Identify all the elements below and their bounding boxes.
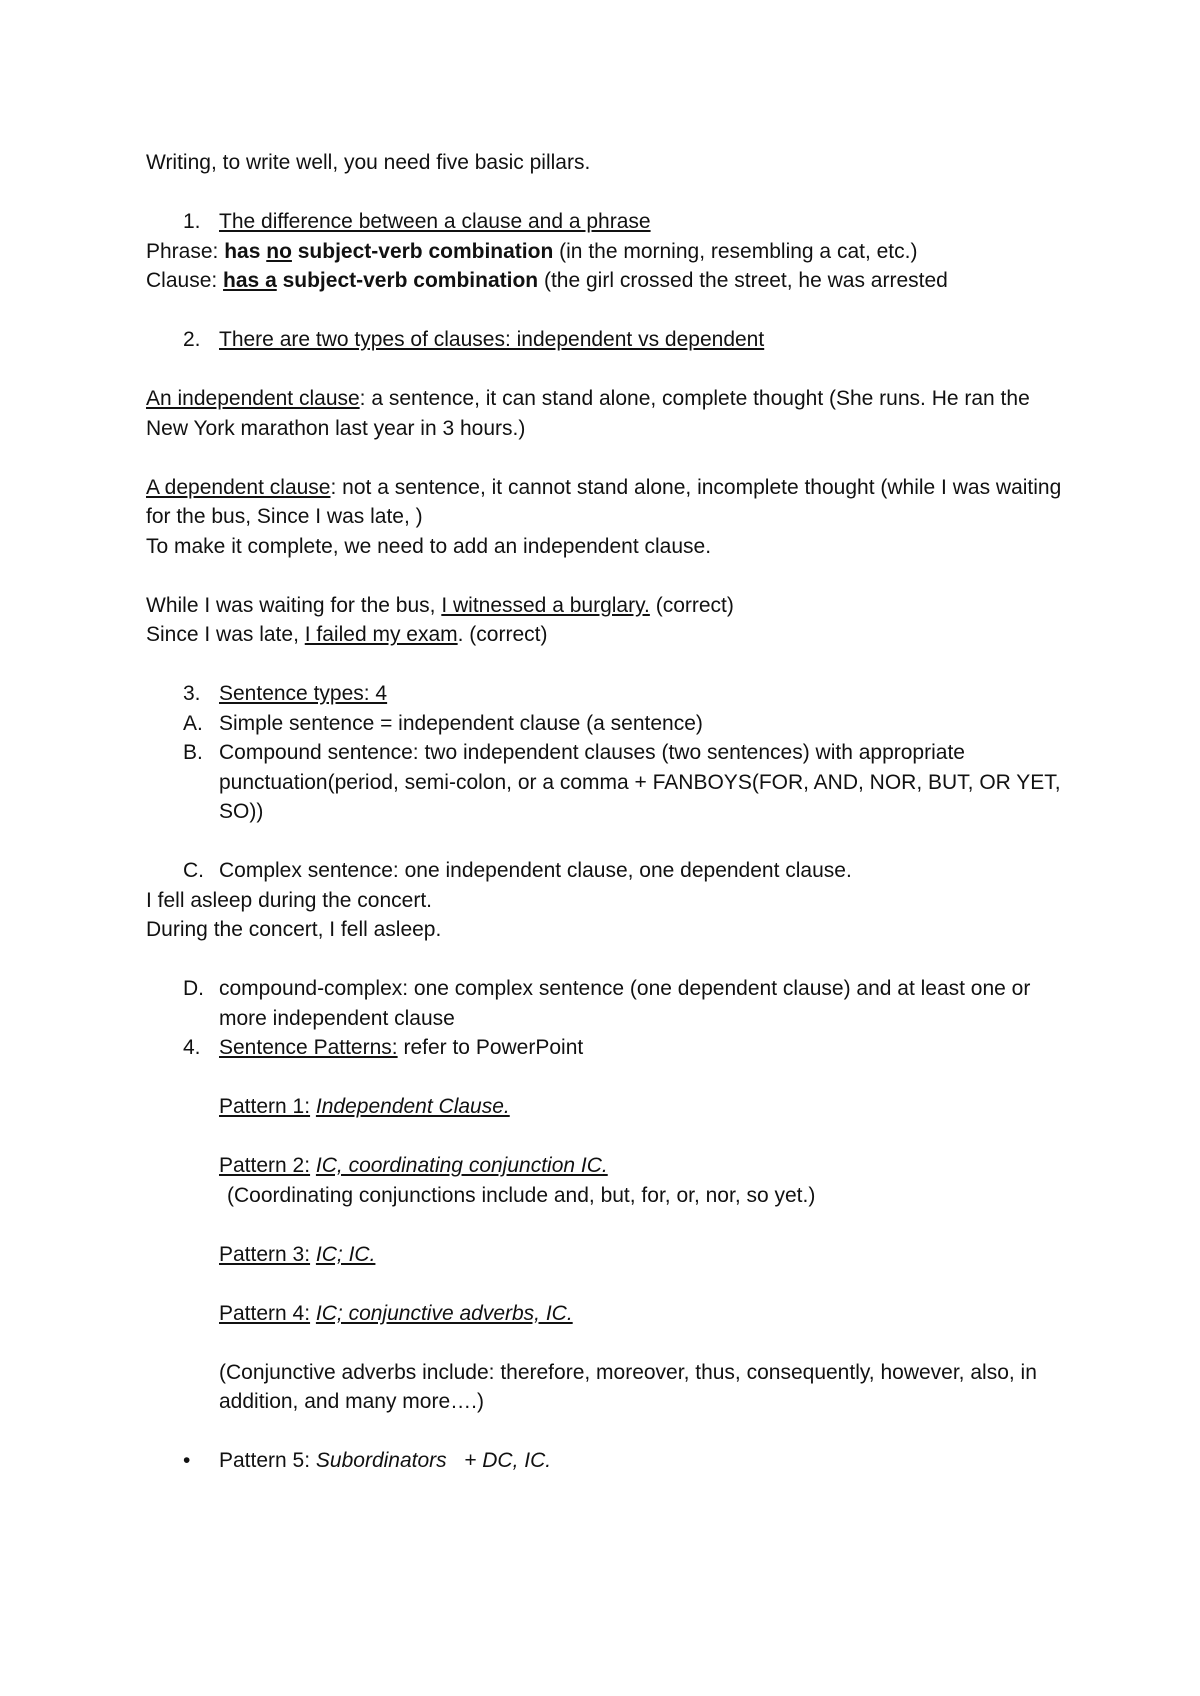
pattern-2: Pattern 2: IC, coordinating conjunction IC. bbox=[219, 1154, 608, 1177]
sentence-type-b: B. Compound sentence: two independent clauses (two sentences) with appropriate punctuation(period, semi-colon, or a comma + FANBOYS(FOR, AND, NOR, BUT, OR YET, SO)) bbox=[146, 738, 1066, 827]
example-line-2: Since I was late, I failed my exam. (correct) bbox=[146, 623, 548, 646]
list-number: 3. bbox=[183, 682, 201, 705]
section-3-heading bbox=[146, 679, 1066, 709]
dependent-clause-definition: A dependent clause: not a sentence, it cannot stand alone, incomplete thought (while I was waiting for the bus, Since I was late, ) bbox=[146, 475, 1062, 528]
pattern-4: Pattern 4: IC; conjunctive adverbs, IC. bbox=[219, 1301, 573, 1325]
pattern-5: • Pattern 5: Subordinators + DC, IC. bbox=[146, 1446, 1066, 1476]
example-line-1: While I was waiting for the bus, I witnessed a burglary. (correct) bbox=[146, 593, 734, 617]
pattern-2-note: (Coordinating conjunctions include and, but, for, or, nor, so yet.) bbox=[227, 1183, 816, 1207]
section-2-heading bbox=[146, 325, 1066, 355]
section-title: There are two types of clauses: independent vs dependent bbox=[219, 328, 765, 351]
section-title: Sentence types: 4 bbox=[219, 682, 388, 705]
phrase-definition: Phrase: has no subject-verb combination (in the morning, resembling a cat, etc.) bbox=[146, 239, 918, 263]
complex-example-2: During the concert, I fell asleep. bbox=[146, 918, 442, 941]
list-letter: D. bbox=[183, 977, 204, 1000]
intro-line: Writing, to write well, you need five basic pillars. bbox=[146, 151, 591, 174]
pattern-1: Pattern 1: Independent Clause. bbox=[219, 1095, 510, 1118]
section-4-heading: 4. Sentence Patterns: refer to PowerPoint bbox=[146, 1033, 1066, 1063]
pattern-4-note: (Conjunctive adverbs include: therefore, moreover, thus, consequently, however, also, in addition, and many more….) bbox=[219, 1360, 1037, 1413]
bullet-icon: • bbox=[183, 1449, 191, 1472]
list-number: 4. bbox=[183, 1036, 201, 1059]
sentence-type-d: D. compound-complex: one complex sentence (one dependent clause) and at least one or more independent clause bbox=[146, 974, 1066, 1033]
list-letter: C. bbox=[183, 859, 204, 882]
make-complete-note: To make it complete, we need to add an independent clause. bbox=[146, 534, 712, 558]
list-number: 2. bbox=[183, 328, 201, 351]
sentence-type-a: A. Simple sentence = independent clause (a sentence) bbox=[146, 709, 1066, 739]
pattern-3: Pattern 3: IC; IC. bbox=[219, 1242, 376, 1266]
clause-definition: Clause: has a subject-verb combination (the girl crossed the street, he was arrested bbox=[146, 269, 948, 292]
list-number: 1. bbox=[183, 210, 201, 233]
list-letter: A. bbox=[183, 711, 203, 735]
independent-clause-definition: An independent clause: a sentence, it can stand alone, complete thought (She runs. He ran the New York marathon last year in 3 hours.) bbox=[146, 387, 1030, 440]
complex-example-1: I fell asleep during the concert. bbox=[146, 888, 433, 912]
section-title: The difference between a clause and a phrase bbox=[219, 210, 651, 233]
list-letter: B. bbox=[183, 741, 203, 764]
section-1-heading bbox=[146, 207, 1066, 237]
section-title: Sentence Patterns: bbox=[219, 1036, 398, 1059]
document-body bbox=[146, 148, 1066, 1476]
sentence-type-c: C. Complex sentence: one independent clause, one dependent clause. bbox=[146, 856, 1066, 886]
